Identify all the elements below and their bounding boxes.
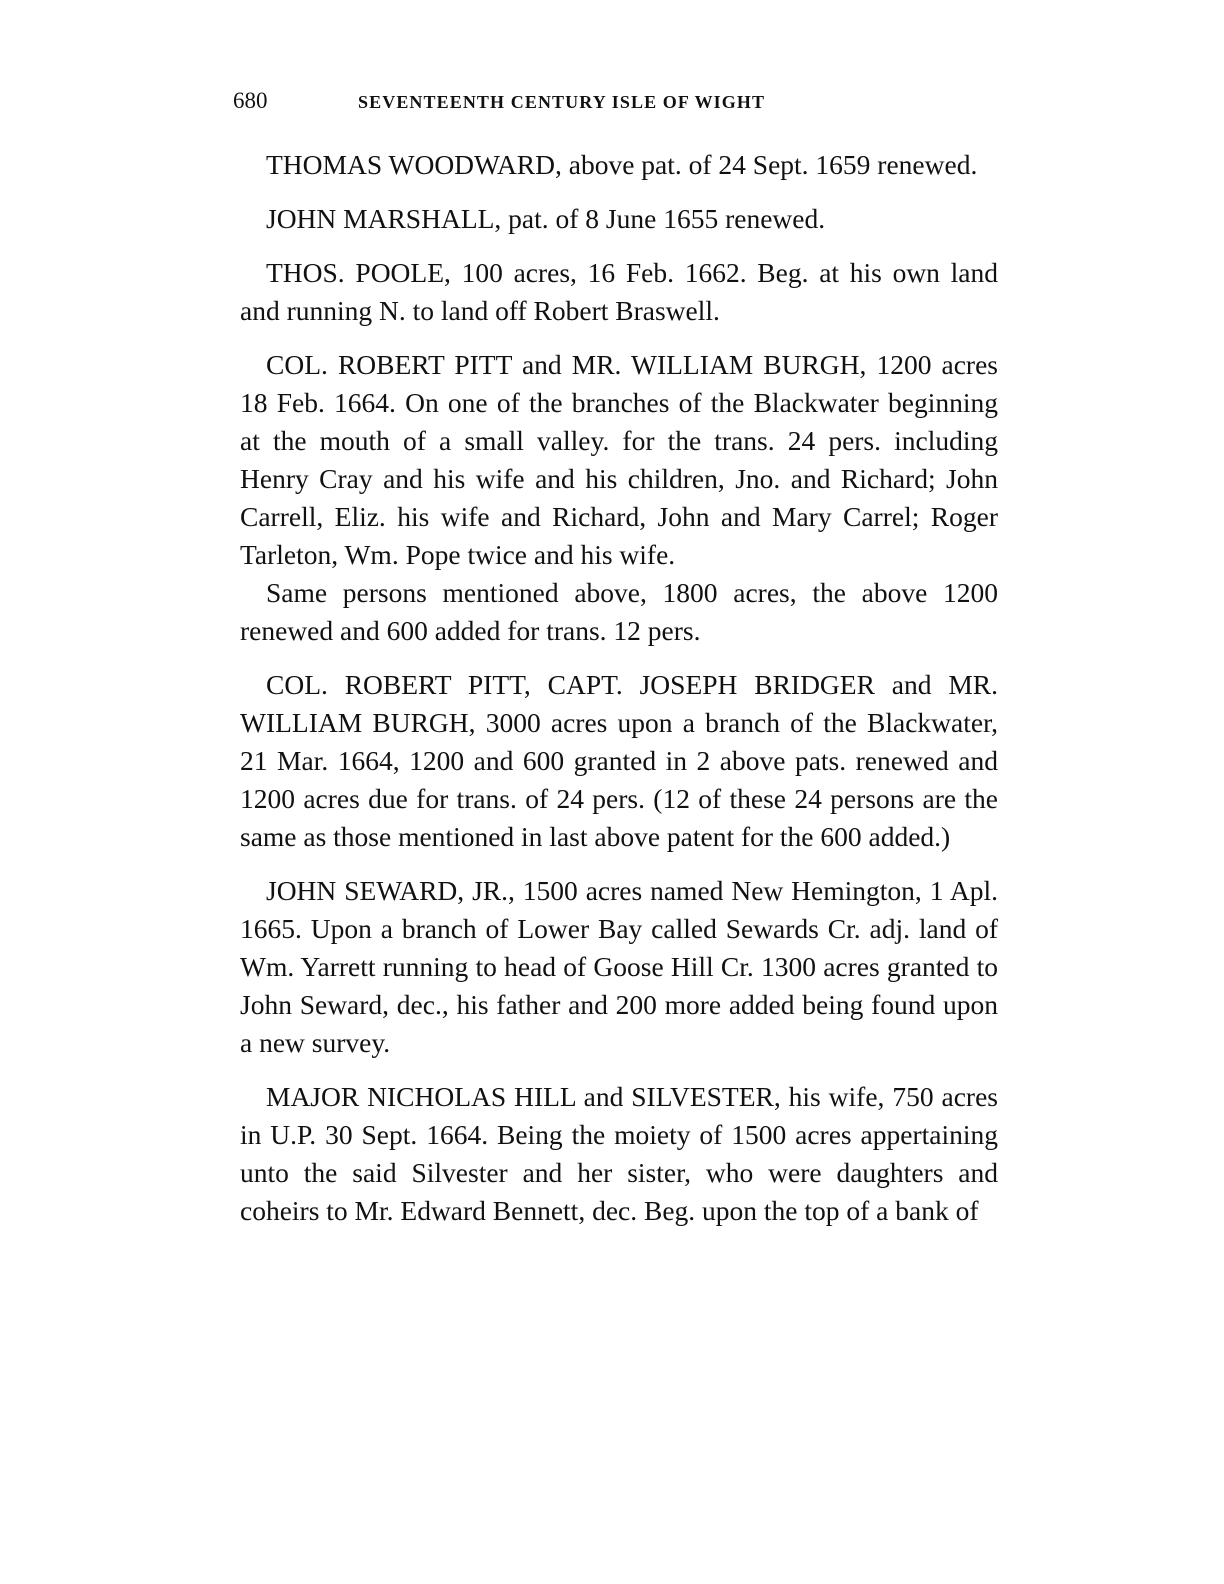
entry-same-persons: Same persons mentioned above, 1800 acres, the above 1200 renewed and 600 added for trans. 12 pers. [240, 577, 998, 646]
running-head [233, 86, 1003, 116]
entry-john-seward: JOHN SEWARD, JR., 1500 acres named New Hemington, 1 Apl. 1665. Upon a branch of Lower Bay called Sewards Cr. adj. land of Wm. Yarrett running to head of Goose Hill Cr. 1300 acres granted to John Seward, dec., his father and 200 more added being found upon a new survey. [240, 875, 998, 1058]
entry-thomas-woodward: THOMAS WOODWARD, above pat. of 24 Sept. 1659 renewed. [266, 149, 978, 180]
book-title-header: SEVENTEENTH CENTURY ISLE OF WIGHT [358, 92, 766, 112]
page-body [240, 146, 998, 1246]
entry-pitt-bridger-burgh: COL. ROBERT PITT, CAPT. JOSEPH BRIDGER and MR. WILLIAM BURGH, 3000 acres upon a branch of the Blackwater, 21 Mar. 1664, 1200 and 600 granted in 2 above pats. renewed and 1200 acres due for trans. of 24 pers. (12 of these 24 persons are the same as those mentioned in last above patent for the 600 added.) [240, 669, 998, 852]
entry-nicholas-hill: MAJOR NICHOLAS HILL and SILVESTER, his wife, 750 acres in U.P. 30 Sept. 1664. Being the moiety of 1500 acres appertaining unto the said Silvester and her sister, who were daughters and coheirs to Mr. Edward Bennett, dec. Beg. upon the top of a bank of [240, 1081, 998, 1226]
entry-robert-pitt-william-burgh: COL. ROBERT PITT and MR. WILLIAM BURGH, 1200 acres 18 Feb. 1664. On one of the branches of the Blackwater beginning at the mouth of a small valley. for the trans. 24 pers. including Henry Cray and his wife and his children, Jno. and Richard; John Carrell, Eliz. his wife and Richard, John and Mary Carrel; Roger Tarleton, Wm. Pope twice and his wife. [240, 349, 998, 570]
page-number: 680 [233, 88, 268, 113]
entry-thos-poole: THOS. POOLE, 100 acres, 16 Feb. 1662. Beg. at his own land and running N. to land off Robert Braswell. [240, 257, 998, 326]
entry-john-marshall: JOHN MARSHALL, pat. of 8 June 1655 renewed. [266, 203, 826, 234]
